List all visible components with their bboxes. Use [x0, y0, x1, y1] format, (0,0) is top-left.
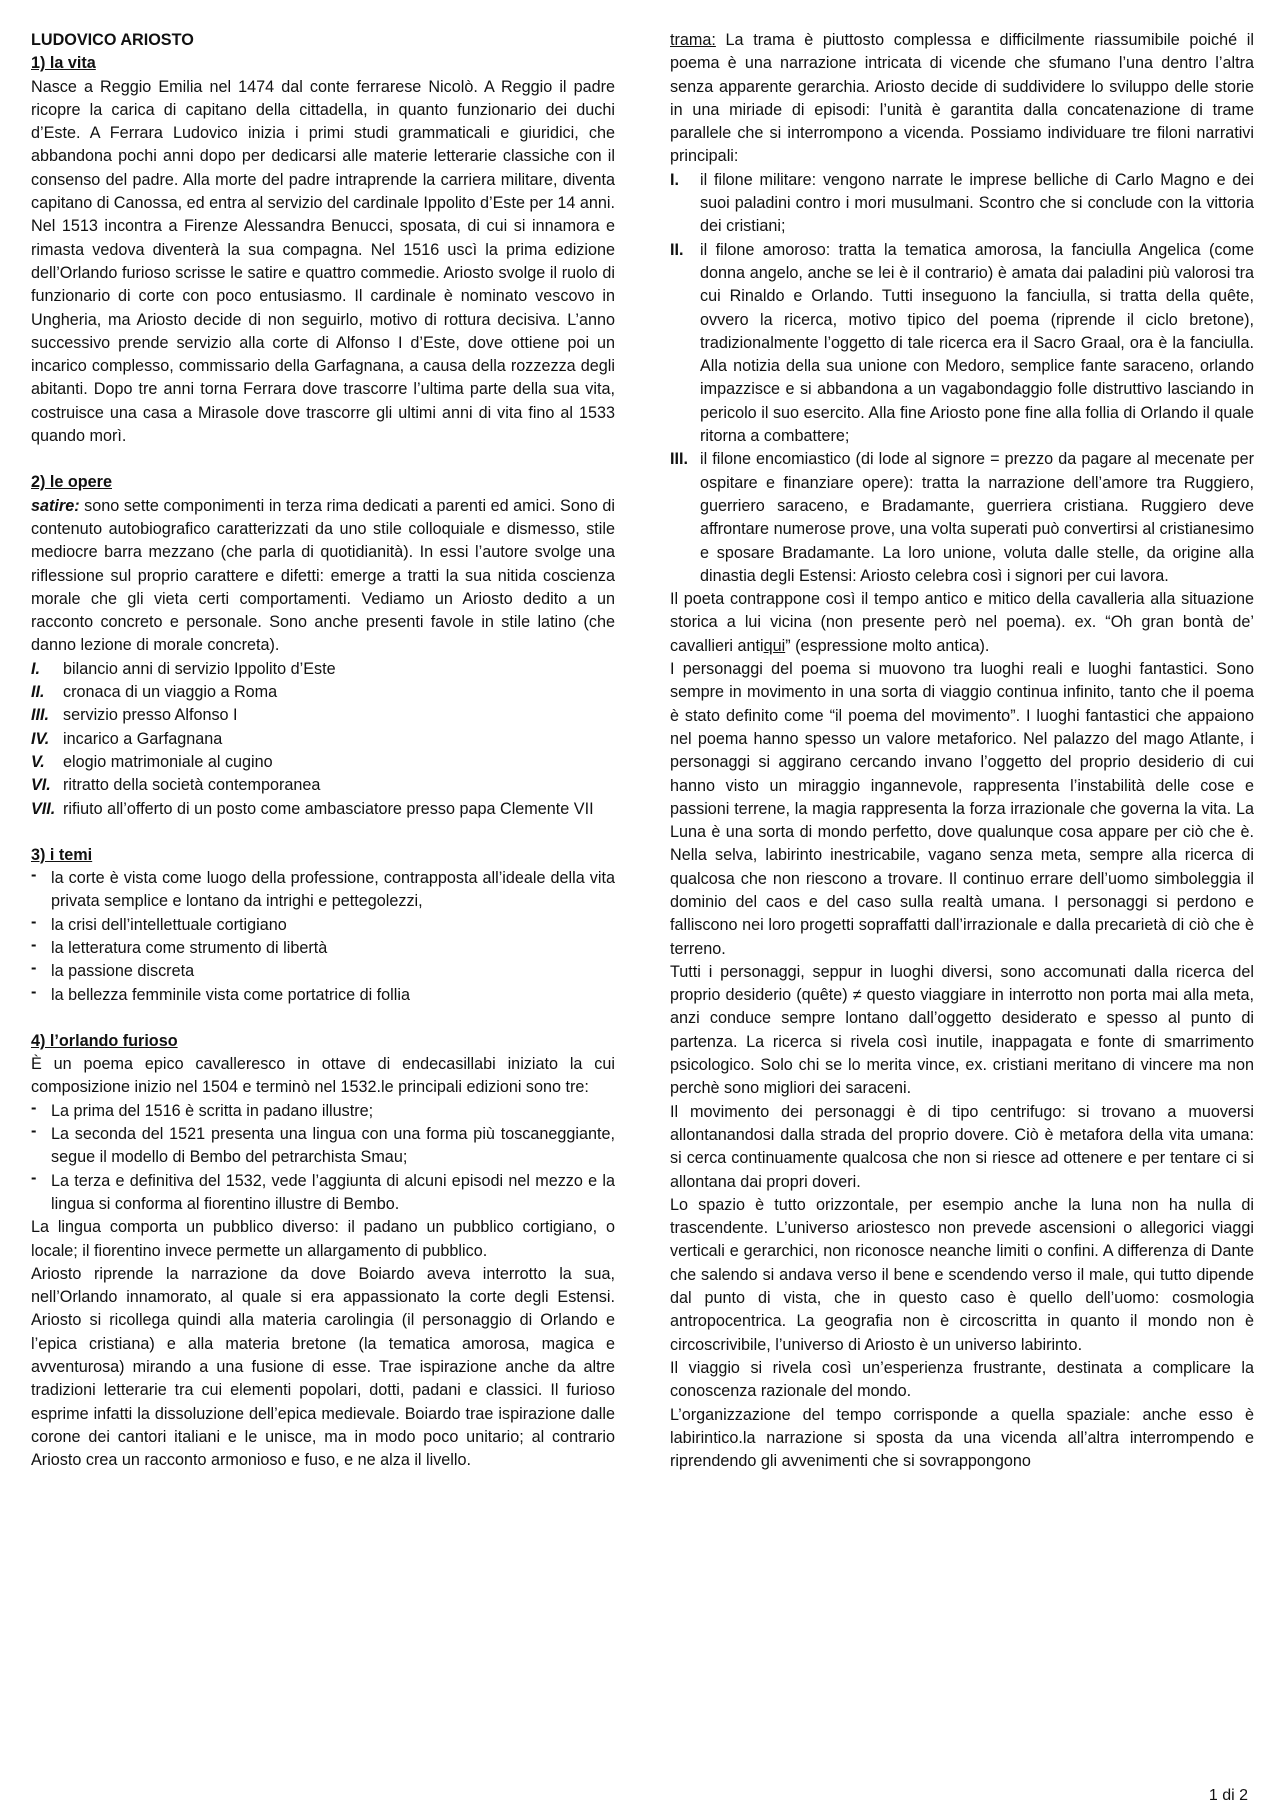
- dash-bullet-icon: -: [31, 912, 37, 931]
- dash-bullet-icon: -: [31, 982, 37, 1001]
- spacer: [31, 1007, 615, 1030]
- dash-bullet-icon: -: [31, 1168, 37, 1187]
- list-number: V.: [31, 752, 45, 771]
- tempo-organizzazione-paragraph: L’organizzazione del tempo corrisponde a quella spaziale: anche esso è labirintico.la narrazione si sposta da una vicenda all’altra interrompendo e riprendendo gli avvenimenti che si sovrappongono: [670, 1405, 1254, 1471]
- dash-bullet-icon: -: [31, 1098, 37, 1117]
- edizioni-list: [31, 1100, 615, 1216]
- satire-text: sono sette componimenti in terza rima dedicati a parenti ed amici. Sono di contenuto autobiografico caratterizzati da uno stile colloquiale e dismesso, stile mediocre barra mezzano (che parla di quotidianità). In essi l’autore svolge una riflessione sul proprio carattere e difetti: emerge a tratti la sua nitida coscienza morale che gli vieta certi comportamenti. Vediamo un Ariosto dedito a un racconto concreto e personale. Sono anche presenti favole in stile latino (che danno lezione di morale concreta).: [31, 496, 615, 655]
- list-item: [31, 704, 615, 727]
- trama-label: trama:: [670, 31, 716, 49]
- movimento-paragraph: Il movimento dei personaggi è di tipo centrifugo: si trovano a muoversi allontanandosi dalla strada del proprio dovere. Ciò è metafora della vita umana: si cerca continuamente qualcosa che non si riesce ad ottenere e per tentare ci si allontana dai propri doveri.: [670, 1102, 1254, 1191]
- list-item-text: elogio matrimoniale al cugino: [63, 752, 273, 771]
- list-item-text: bilancio anni di servizio Ippolito d’Este: [63, 659, 336, 678]
- list-number: IV.: [31, 729, 50, 748]
- left-column: [31, 29, 615, 1473]
- list-item-text: la corte è vista come luogo della professione, contrapposta all’ideale della vita privata semplice e lontano da intrighi e pettegolezzi,: [51, 869, 615, 911]
- list-number: I.: [670, 170, 679, 189]
- spacer: [31, 821, 615, 844]
- list-item: [31, 774, 615, 797]
- right-column: [670, 29, 1254, 1473]
- list-item-text: il filone amoroso: tratta la tematica amorosa, la fanciulla Angelica (come donna angelo, anche se lei è il contrario) è amata dai paladini più valorosi tra cui Rinaldo e Orlando. Tutti inseguono la fanciulla, si tratta della quête, ovvero la ricerca, motivo tipico del poema (riprende il ciclo bretone), tradizionalmente l’oggetto di tale ricerca era il Sacro Graal, ora è la fanciulla. Alla notizia della sua unione con Medoro, semplice fante saraceno, orlando impazzisce e si abbandona a un vagabondaggio folle distruttivo lasciando in pericolo il suo esercito. Alla fine Ariosto pone fine alla follia di Orlando il quale ritorna a combattere;: [700, 240, 1254, 446]
- list-item: [31, 937, 615, 960]
- list-item-text: rifiuto all’offerto di un posto come ambasciatore presso papa Clemente VII: [63, 799, 594, 818]
- document-title: LUDOVICO ARIOSTO: [31, 31, 194, 49]
- list-item: [31, 658, 615, 681]
- list-item-text: cronaca di un viaggio a Roma: [63, 683, 278, 702]
- list-item-text: la crisi dell’intellettuale cortigiano: [51, 915, 287, 934]
- list-item: [31, 728, 615, 751]
- list-item: [31, 681, 615, 704]
- list-item-text: servizio presso Alfonso I: [63, 706, 238, 725]
- list-item: [31, 960, 615, 983]
- list-item: [31, 984, 615, 1007]
- trama-paragraph: [670, 29, 1254, 169]
- list-item: [31, 1170, 615, 1217]
- list-number: II.: [31, 683, 45, 702]
- tempo-text-b: ” (espressione molto antica).: [785, 636, 990, 655]
- lingua-paragraph: La lingua comporta un pubblico diverso: il padano un pubblico cortigiano, o locale; il fiorentino invece permette un allargamento di pubblico.: [31, 1218, 615, 1260]
- dash-bullet-icon: -: [31, 959, 37, 978]
- spazio-paragraph: Lo spazio è tutto orizzontale, per esempio anche la luna non ha nulla di trascendente. L’universo ariostesco non prevede ascensioni o allegorici viaggi verticali e gerarchici, non riconosce neanche limiti o confini. A differenza di Dante che salendo si andava verso il bene e scendendo verso il male, qui tutto dipende dal punto di vista, che in questo caso è quello dell’uomo: cosmologia antropocentrica. La geografia non è circoscritta in quanto il mondo non è circoscrivibile, l’universo di Ariosto è un universo labirinto.: [670, 1195, 1254, 1354]
- section-heading-temi: 3) i temi: [31, 845, 93, 864]
- list-item-text: il filone militare: vengono narrate le imprese belliche di Carlo Magno e dei suoi paladini contro i mori musulmani. Scontro che si conclude con la vittoria dei cristiani;: [700, 170, 1254, 236]
- list-item-text: La terza e definitiva del 1532, vede l’aggiunta di alcuni episodi nel mezzo e la lingua si conforma al fiorentino illustre di Bembo.: [51, 1171, 615, 1213]
- list-number: III.: [670, 450, 688, 469]
- list-item: [31, 914, 615, 937]
- temi-list: [31, 867, 615, 1007]
- vita-paragraph: Nasce a Reggio Emilia nel 1474 dal conte ferrarese Nicolò. A Reggio il padre ricopre la carica di capitano della cittadella, in quanto funzionario dei duchi d’Este. A Ferrara Ludovico inizia i primi studi grammaticali e giuridici, che abbandona pochi anni dopo per dedicarsi alle materie letterarie classiche con il consenso del padre. Alla morte del padre intraprende la carriera militare, diventa capitano di Canossa, ed entra al servizio del cardinale Ippolito d’Este per 14 anni. Nel 1513 incontra a Firenze Alessandra Benucci, sposata, di cui si innamora e rimasta vedova diventerà la sua compagna. Nel 1516 uscì la prima edizione dell’Orlando furioso scrisse le satire e quattro commedie. Ariosto svolge il ruolo di funzionario di corte con poco entusiasmo. Il cardinale è nominato vescovo in Ungheria, ma Ariosto decide di non seguirlo, motivo di rottura decisiva. L’anno successivo prende servizio alla corte di Alfonso I d’Este, dove ottiene poi un incarico complesso, commissario della Garfagnana, a causa della rozzezza degli abitanti. Dopo tre anni torna Ferrara dove trascorre l’ultima parte della sua vita, costruisce una casa a Mirasole dove trascorre gli ultimi anni di vita fino al 1533 quando morì.: [31, 77, 616, 446]
- satire-label: satire:: [31, 496, 80, 515]
- dash-bullet-icon: -: [31, 935, 37, 954]
- list-number: VI.: [31, 776, 51, 795]
- list-number: VII.: [31, 799, 56, 818]
- list-item-text: il filone encomiastico (di lode al signore = prezzo da pagare al mecenate per ospitare e finanziare opere): tratta la narrazione dell’amore tra Ruggiero, guerriero saraceno, e Bradamante, guerriera cristiana. Ruggiero deve affrontare numerose prove, una volta superati può convertirsi al cristianesimo e sposare Bradamante. La loro unione, voluta dalle stelle, da origine alla dinastia degli Estensi: Ariosto celebra così i signori per cui lavora.: [700, 450, 1254, 585]
- list-number: II.: [670, 240, 684, 259]
- spacer: [31, 448, 615, 471]
- list-item: [31, 798, 615, 821]
- list-item: [31, 1123, 615, 1170]
- section-heading-orlando: 4) l’orlando furioso: [31, 1031, 178, 1050]
- section-heading-vita: 1) la vita: [31, 54, 96, 73]
- list-item-text: La prima del 1516 è scritta in padano illustre;: [51, 1101, 374, 1120]
- list-item: [31, 867, 615, 914]
- list-item-text: incarico a Garfagnana: [63, 729, 223, 748]
- quete-paragraph: Tutti i personaggi, seppur in luoghi diversi, sono accomunati dalla ricerca del proprio desiderio (quête) ≠ questo viaggiare in interrotto non porta mai alla meta, anzi conduce sempre lontano dall’oggetto desiderato e spesso al punto di partenza. La ricerca si rivela così inutile, inappagata e fonte di smarrimento psicologico. Solo chi se lo merita vince, ex. cristiani meritano di vincere ma non perchè sono migliori dei saraceni.: [670, 962, 1254, 1098]
- trama-text: La trama è piuttosto complessa e difficilmente riassumibile poiché il poema è una narrazione intricata di vicende che sfumano l’una dentro l’altra senza apparente gerarchia. Ariosto decide di suddividere lo sviluppo delle storie in una miriade di episodi: l’unità è garantita dalla concatenazione di trame parallele che si interrompono a vicenda. Possiamo individuare tre filoni narrativi principali:: [670, 31, 1254, 166]
- list-number: III.: [31, 706, 49, 725]
- list-item-text: ritratto della società contemporanea: [63, 776, 321, 795]
- list-item: [31, 751, 615, 774]
- section-heading-opere: 2) le opere: [31, 473, 112, 492]
- list-item-text: la passione discreta: [51, 962, 195, 981]
- viaggio-paragraph: Il viaggio si rivela così un’esperienza frustrante, destinata a complicare la conoscenza razionale del mondo.: [670, 1358, 1254, 1401]
- list-number: I.: [31, 659, 40, 678]
- list-item: [670, 239, 1254, 449]
- satire-paragraph: [31, 495, 615, 658]
- page-number: 1 di 2: [1208, 1786, 1248, 1804]
- dash-bullet-icon: -: [31, 866, 37, 885]
- list-item: [670, 169, 1254, 239]
- boiardo-paragraph: Ariosto riprende la narrazione da dove Boiardo aveva interrotto la sua, nell’Orlando innamorato, al quale si era appassionato la corte degli Estensi. Ariosto si ricollega quindi alla materia carolingia (il personaggio di Orlando e l’epica cristiana) e alla materia bretone (la tematica amorosa, magica e avventurosa) mirando a una fusione di esse. Trae ispirazione anche da altre tradizioni letterarie tra cui elementi popolari, dotti, padani e classici. Il furioso esprime infatti la dissoluzione dell’epica medievale. Boiardo trae ispirazione dalle corone dei cantori italiani e le unisce, ma in modo poco unitario; al contrario Ariosto crea un racconto armonioso e fuso, e ne alza il livello.: [31, 1264, 615, 1470]
- filoni-list: [670, 169, 1254, 588]
- tempo-text-a: Il poeta contrappone così il tempo antico e mitico della cavalleria alla situazione storica a lui vicina (non presente però nel poema). ex. “Oh gran bontà de’ cavallieri anti: [670, 590, 1254, 655]
- satire-list: [31, 658, 615, 821]
- list-item-text: la bellezza femminile vista come portatrice di follia: [51, 985, 410, 1004]
- tempo-text-underlined: qui: [763, 636, 786, 655]
- list-item: [670, 448, 1254, 588]
- list-item: [31, 1100, 615, 1123]
- orlando-intro: È un poema epico cavalleresco in ottave di endecasillabi iniziato la cui composizione inizio nel 1504 e terminò nel 1532.le principali edizioni sono tre:: [31, 1055, 615, 1097]
- tempo-paragraph: [670, 588, 1254, 658]
- list-item-text: la letteratura come strumento di libertà: [51, 938, 328, 957]
- dash-bullet-icon: -: [31, 1122, 37, 1141]
- personaggi-paragraph: I personaggi del poema si muovono tra luoghi reali e luoghi fantastici. Sono sempre in movimento in una sorta di viaggio continua infinito, tanto che il poema è stato definito come “il poema del movimento”. I luoghi fantastici che appaiono nel poema hanno spesso un valore metaforico. Nel palazzo del mago Atlante, i personaggi si aggirano cercando invano l’oggetto del proprio desiderio di cui hanno visto un miraggio ingannevole, rappresenta l’instabilità delle cose e passioni terrene, la magia rappresenta la forza irrazionale che governa la vita. La Luna è una sorta di mondo perfetto, dove qualunque cosa appare per ciò che è. Nella selva, labirinto inestricabile, vagano senza meta, sempre alla ricerca di qualcosa che non riescono a trovare. Il continuo errare dell’uomo simboleggia il dominio del caos e del caso sulla realtà umana. I personaggi si perdono e falliscono nei loro progetti sopraffatti dall’irrazionale e dalla precarietà di ciò che è terreno.: [670, 660, 1254, 958]
- list-item-text: La seconda del 1521 presenta una lingua con una forma più toscaneggiante, segue il modello di Bembo del petrarchista Smau;: [51, 1125, 615, 1167]
